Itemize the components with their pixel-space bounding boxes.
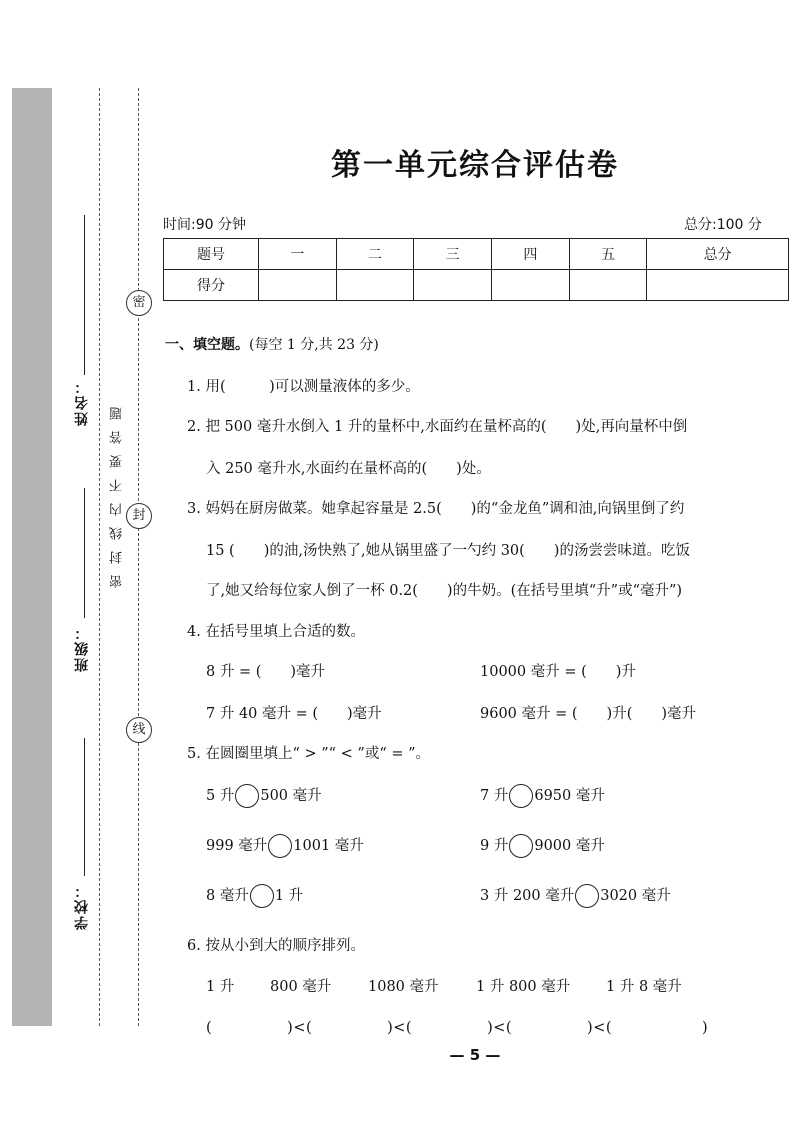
compare-left: 7 升 [480,788,509,804]
compare-left: 9 升 [480,838,509,854]
seal-circle-xian: 线 [126,717,152,743]
score-header-cell: 四 [492,239,570,270]
compare-right: 1 升 [274,888,304,904]
question-5-item-c [206,834,364,858]
dashed-line-inner [138,88,139,1026]
question-6-item-1: 1 升 [206,979,235,995]
question-6-item-4: 1 升 800 毫升 [476,979,571,995]
score-cell[interactable] [259,270,337,301]
page-number: — 5 — [449,1046,501,1064]
compare-right: 6950 毫升 [534,788,605,804]
warning-text [108,396,124,588]
compare-right: 3020 毫升 [600,888,671,904]
class-label: 班级： [74,624,90,672]
binding-gray-strip [12,88,52,1026]
class-underline [84,488,85,618]
score-header-cell: 二 [336,239,414,270]
score-header-cell: 题号 [164,239,259,270]
seal-circle-mi: 密 [126,290,152,316]
compare-circle[interactable] [509,834,533,858]
question-5-item-d [480,834,605,858]
name-underline [84,215,85,375]
compare-left: 3 升 200 毫升 [480,888,575,904]
question-6-item-3: 1080 毫升 [368,979,439,995]
question-6: 6. 按从小到大的顺序排列。 [187,938,365,954]
score-cell[interactable] [569,270,647,301]
question-3-line-2: 15 ( )的油,汤快熟了,她从锅里盛了一勺约 30( )的汤尝尝味道。吃饭 [206,543,690,559]
section-1-heading [165,334,379,354]
question-4-item-b: 10000 毫升 = ( )升 [480,664,636,680]
question-4: 4. 在括号里填上合适的数。 [187,624,365,640]
seal-circle-feng: 封 [126,503,152,529]
score-row-label: 得分 [164,270,259,301]
question-6-answer-blanks[interactable]: ( )<( )<( )<( )<( ) [206,1020,709,1036]
compare-right: 9000 毫升 [534,838,605,854]
score-cell[interactable] [647,270,789,301]
score-table-score-row [164,270,789,301]
compare-circle[interactable] [268,834,292,858]
score-header-cell: 总分 [647,239,789,270]
score-cell[interactable] [414,270,492,301]
dashed-line-outer [99,88,100,1026]
warning-label: 密封线内不要答题 [110,396,125,588]
school-label: 学校： [74,882,90,930]
question-6-item-2: 800 毫升 [270,979,332,995]
question-6-item-5: 1 升 8 毫升 [606,979,682,995]
question-5-item-b [480,784,605,808]
compare-circle[interactable] [250,884,274,908]
exam-time: 时间:90 分钟 [163,217,246,233]
question-5-item-e [206,884,303,908]
compare-circle[interactable] [575,884,599,908]
name-label: 姓名： [74,378,90,426]
question-3-line-1: 3. 妈妈在厨房做菜。她拿起容量是 2.5( )的“金龙鱼”调和油,向锅里倒了约 [187,501,685,517]
compare-circle[interactable] [509,784,533,808]
compare-right: 500 毫升 [260,788,322,804]
compare-right: 1001 毫升 [293,838,364,854]
score-table [163,238,789,301]
question-4-item-c: 7 升 40 毫升 = ( )毫升 [206,706,382,722]
section-1-title: 一、填空题。 [165,337,249,353]
question-5-item-a [206,784,322,808]
score-header-cell: 五 [569,239,647,270]
compare-circle[interactable] [235,784,259,808]
compare-left: 5 升 [206,788,235,804]
score-table-header-row [164,239,789,270]
question-3-line-3: 了,她又给每位家人倒了一杯 0.2( )的牛奶。(在括号里填“升”或“毫升”) [206,583,683,599]
section-1-note: (每空 1 分,共 23 分) [249,337,379,353]
compare-left: 999 毫升 [206,838,268,854]
compare-left: 8 毫升 [206,888,249,904]
exam-total: 总分:100 分 [684,217,762,233]
question-5: 5. 在圆圈里填上“ > ”“ < ”或“ = ”。 [187,746,431,762]
score-header-cell: 一 [259,239,337,270]
score-cell[interactable] [336,270,414,301]
question-4-item-d: 9600 毫升 = ( )升( )毫升 [480,706,697,722]
question-2-line-1: 2. 把 500 毫升水倒入 1 升的量杯中,水面约在量杯高的( )处,再向量杯中倒 [187,419,688,435]
question-2-line-2: 入 250 毫升水,水面约在量杯高的( )处。 [206,461,491,477]
score-header-cell: 三 [414,239,492,270]
school-underline [84,738,85,876]
page-title: 第一单元综合评估卷 [331,148,619,183]
question-5-item-f [480,884,671,908]
question-4-item-a: 8 升 = ( )毫升 [206,664,326,680]
score-cell[interactable] [492,270,570,301]
question-1: 1. 用( )可以测量液体的多少。 [187,379,420,395]
